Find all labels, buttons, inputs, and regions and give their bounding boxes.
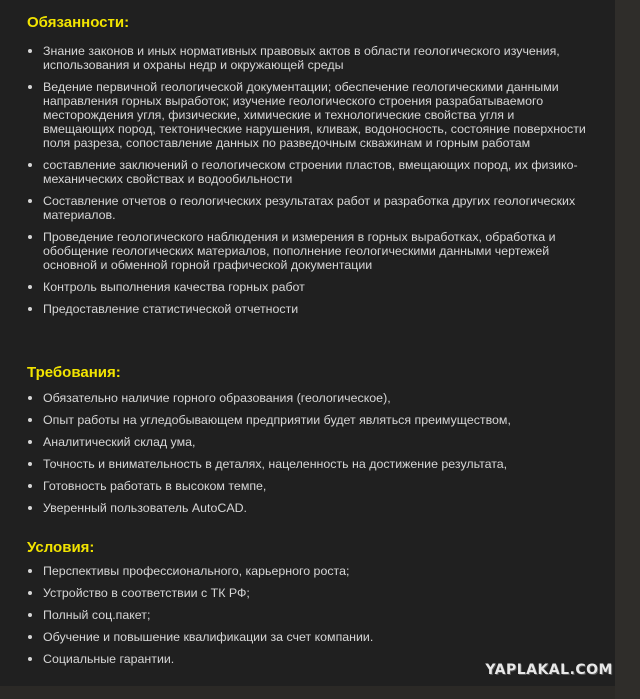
- list-item: Социальные гарантии.: [27, 652, 587, 666]
- watermark-logo: YAPLAKAL.COM: [485, 662, 613, 678]
- list-item: Ведение первичной геологической документации; обеспечение геологическими данными направления горных выработок; изучение геологического строения разрабатываемого месторождения угля, физические, химические и технологические свойства угля и вмещающих пород, тектонические нарушения, кливаж, водоносность, состояние поверхности поля разреза, сопоставление данных по разведочным скважинам и горным работам: [27, 80, 587, 150]
- bottom-border: [0, 686, 615, 699]
- right-border: [615, 0, 640, 699]
- list-item: Готовность работать в высоком темпе,: [27, 479, 587, 493]
- list-item: Перспективы профессионального, карьерного роста;: [27, 564, 587, 578]
- list-item: Полный соц.пакет;: [27, 608, 587, 622]
- list-item: Обучение и повышение квалификации за счет компании.: [27, 630, 587, 644]
- list-item: Аналитический склад ума,: [27, 435, 587, 449]
- section-title-conditions: Условия:: [27, 539, 95, 556]
- list-item: составление заключений о геологическом строении пластов, вмещающих пород, их физико-механических свойствах и водообильности: [27, 158, 587, 186]
- list-item: Составление отчетов о геологических результатах работ и разработка других геологических материалов.: [27, 194, 587, 222]
- list-item: Предоставление статистической отчетности: [27, 302, 587, 316]
- list-item: Проведение геологического наблюдения и измерения в горных выработках, обработка и обобщение геологических материалов, пополнение геологическими данными чертежей основной и обменной горной графической документации: [27, 230, 587, 272]
- requirements-list: [27, 391, 587, 523]
- list-item: Обязательно наличие горного образования (геологическое),: [27, 391, 587, 405]
- list-item: Знание законов и иных нормативных правовых актов в области геологического изучения, использования и охраны недр и окружающей среды: [27, 44, 587, 72]
- section-title-requirements: Требования:: [27, 364, 121, 381]
- conditions-list: [27, 564, 587, 674]
- list-item: Опыт работы на угледобывающем предприятии будет являться преимуществом,: [27, 413, 587, 427]
- section-title-duties: Обязанности:: [27, 14, 130, 31]
- list-item: Контроль выполнения качества горных работ: [27, 280, 587, 294]
- duties-list: [27, 44, 587, 324]
- list-item: Устройство в соответствии с ТК РФ;: [27, 586, 587, 600]
- list-item: Уверенный пользователь AutoCAD.: [27, 501, 587, 515]
- list-item: Точность и внимательность в деталях, нацеленность на достижение результата,: [27, 457, 587, 471]
